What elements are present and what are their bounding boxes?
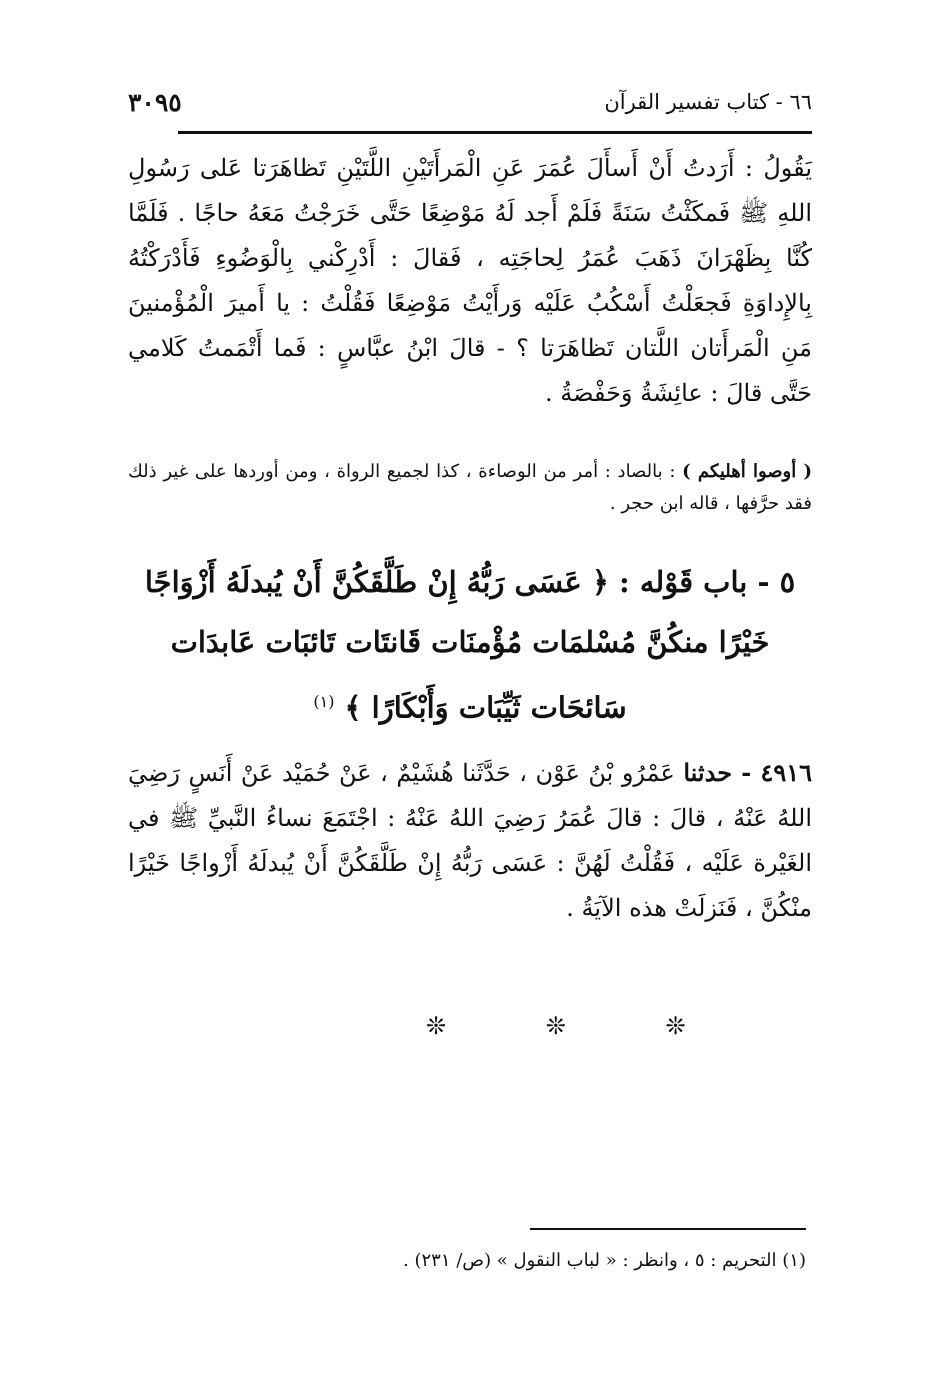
main-text-block [128, 146, 812, 416]
header-rule [178, 131, 812, 134]
explanatory-note [128, 456, 812, 520]
footnote: (١) التحريم : ٥ ، وانظر : « لباب النقول » (ص/ ٢٣١) . [403, 1250, 806, 1271]
chapter-title: ٦٦ - كتاب تفسير القرآن [604, 90, 812, 114]
hadith-text: عَمْرُو بْنُ عَوْن ، حَدَّثَنا هُشَيْمٌ ، عَنْ حُمَيْد عَنْ أَنَسٍ رَضِيَ اللهُ عَنْهُ ، قالَ : قالَ عُمَرُ رَضِيَ اللهُ عَنْهُ : اجْتَمَعَ نساءُ النَّبيِّ ﷺ في الغَيْرة عَلَيْه ، فَقُلْتُ لَهُنَّ : عَسَى رَبُّهُ إِنْ طَلَّقَكُنَّ أَنْ يُبدلَهُ أَزْواجًا خَيْرًا منْكُنَّ ، فَنَزلَتْ هذه الآيَةُ . [128, 759, 812, 922]
paragraph-1: يَقُولُ : أَرَدتُ أَنْ أَسأَلَ عُمَرَ عَنِ الْمَرأَتَيْنِ اللَّتَيْنِ تَظاهَرَتا عَلى رَسُولِ اللهِ ﷺ فَمكَثْتُ سَنَةً فَلَمْ أَجد لَهُ مَوْضِعًا حَتَّى خَرَجْتُ مَعَهُ حاجًا . فَلَمَّا كُنَّا بِظَهْرَانَ ذَهَبَ عُمَرُ لِحاجَتِه ، فَقالَ : أَدْرِكْني بِالْوَضُوءِ فَأَدْرَكْتُهُ بِالإِداوَةِ فَجعَلْتُ أَسْكُبُ عَلَيْه وَرأَيْتُ مَوْضِعًا فَقُلْتُ : يا أَميرَ الْمُؤْمنينَ مَنِ الْمَرأَتان اللَّتان تَظاهَرَتا ؟ - قالَ ابْنُ عبَّاسٍ : فَما أَتْمَمتُ كَلامي حَتَّى قالَ : عائِشَةُ وَحَفْصَةُ . [128, 154, 812, 407]
chapter-heading-text: ٥ - باب قَوْله : ﴿ عَسَى رَبُّهُ إِنْ طَلَّقَكُنَّ أَنْ يُبدلَهُ أَزْوَاجًا خَيْرًا منكُنَّ مُسْلمَات مُؤْمنَات قَانتَات تَائبَات عَابدَات سَائحَات ثَيِّبَات وَأَبْكَارًا ﴾ [144, 565, 796, 725]
hadith-block [128, 750, 812, 931]
page-number: ٣٠٩٥ [128, 88, 182, 117]
hadith-number: ٤٩١٦ - حدثنا [683, 758, 812, 787]
page-header [128, 88, 812, 124]
note-paragraph [128, 456, 812, 520]
note-text: : بالصاد : أمر من الوصاءة ، كذا لجميع الرواة ، ومن أوردها على غير ذلك فقد حرَّفها ، قاله ابن حجر . [128, 461, 812, 514]
footnote-rule [530, 1228, 806, 1230]
footnote-marker: (١) [313, 692, 335, 711]
hadith-paragraph [128, 750, 812, 931]
section-separator: ❊ ❊ ❊ [426, 1012, 732, 1040]
note-phrase: ( أوصوا أهليكم ) [682, 461, 813, 482]
chapter-heading [128, 552, 812, 738]
